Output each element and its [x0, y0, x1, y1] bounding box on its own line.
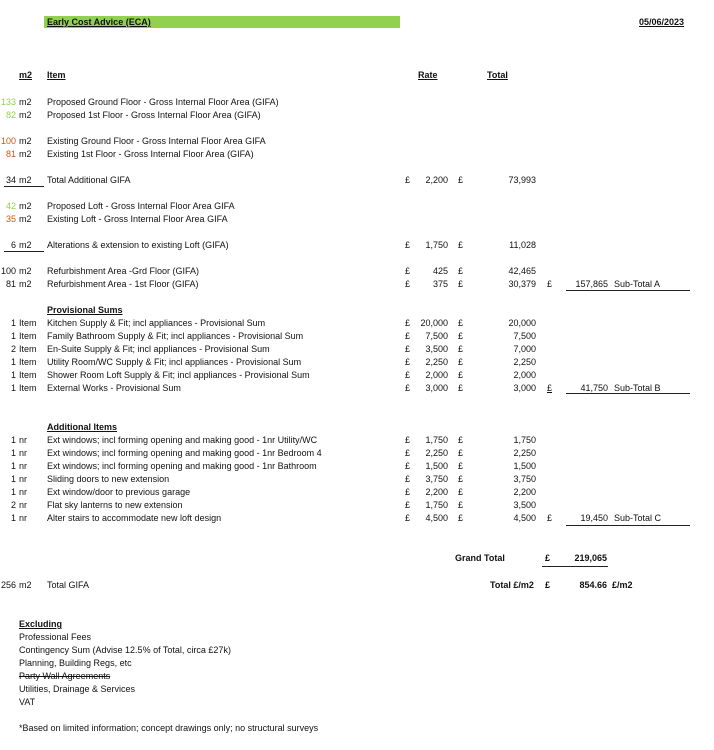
- row-item: Kitchen Supply & Fit; incl appliances - Provisional Sum: [47, 318, 266, 328]
- excluding-item: Contingency Sum (Advise 12.5% of Total, circa £27k): [19, 645, 231, 655]
- gifa-qty-rule: [4, 186, 44, 187]
- row-total-currency: £: [458, 435, 464, 445]
- row-total-currency: £: [458, 344, 464, 354]
- row-item: Utility Room/WC Supply & Fit; incl appliances - Provisional Sum: [47, 357, 302, 367]
- document-title: Early Cost Advice (ECA): [47, 17, 151, 27]
- row-total-currency: £: [458, 448, 464, 458]
- row-unit: Item: [19, 357, 37, 367]
- document-date: 05/06/2023: [639, 17, 685, 27]
- row-item: Family Bathroom Supply & Fit; incl appliances - Provisional Sum: [47, 331, 304, 341]
- row-unit: nr: [19, 500, 28, 510]
- total-gifa-qty: 256: [0, 580, 16, 590]
- row-unit: m2: [19, 97, 32, 107]
- row-rate: 2,250: [425, 448, 448, 458]
- row-qty: 81: [5, 149, 16, 159]
- row-qty: 1: [10, 331, 16, 341]
- row-rate: 2,200: [425, 487, 448, 497]
- row-total-currency: £: [458, 318, 464, 328]
- loft-qty-rule: [4, 251, 44, 252]
- excluding-heading: Excluding: [19, 619, 63, 629]
- row-qty: 2: [10, 500, 16, 510]
- row-item: Shower Room Loft Supply & Fit; incl appliances - Provisional Sum: [47, 370, 310, 380]
- row-total: 1,500: [513, 461, 536, 471]
- row-item: Total Additional GIFA: [47, 175, 131, 185]
- subtotal-c-currency: £: [547, 513, 553, 523]
- row-qty: 133: [0, 97, 16, 107]
- row-unit: m2: [19, 266, 32, 276]
- row-item: Alter stairs to accommodate new loft design: [47, 513, 222, 523]
- row-unit: m2: [19, 240, 32, 250]
- grand-total-currency: £: [545, 553, 551, 563]
- row-unit: m2: [19, 175, 32, 185]
- row-total: 4,500: [513, 513, 536, 523]
- row-item: Proposed Loft - Gross Internal Floor Area GIFA: [47, 201, 235, 211]
- row-rate-currency: £: [405, 474, 411, 484]
- row-qty: 1: [10, 318, 16, 328]
- row-total: 1,750: [513, 435, 536, 445]
- row-rate-currency: £: [405, 318, 411, 328]
- row-unit: Item: [19, 331, 37, 341]
- row-total-currency: £: [458, 513, 464, 523]
- row-unit: nr: [19, 474, 28, 484]
- row-total-currency: £: [458, 487, 464, 497]
- grand-total-value: 219,065: [574, 553, 607, 563]
- row-unit: Item: [19, 344, 37, 354]
- row-total: 2,250: [513, 448, 536, 458]
- row-total-currency: £: [458, 500, 464, 510]
- row-rate-currency: £: [405, 500, 411, 510]
- row-unit: m2: [19, 110, 32, 120]
- row-unit: nr: [19, 435, 28, 445]
- row-total: 7,000: [513, 344, 536, 354]
- grand-total-label: Grand Total: [455, 553, 505, 563]
- row-rate: 3,000: [425, 383, 448, 393]
- subtotal-a-currency: £: [547, 279, 553, 289]
- row-item: Alterations & extension to existing Loft (GIFA): [47, 240, 229, 250]
- row-rate: 7,500: [425, 331, 448, 341]
- additional-heading: Additional Items: [47, 422, 118, 432]
- row-total: 11,028: [509, 240, 536, 250]
- row-item: Refurbishment Area -Grd Floor (GIFA): [47, 266, 200, 276]
- row-rate-currency: £: [405, 487, 411, 497]
- row-rate: 4,500: [425, 513, 448, 523]
- total-per-m2-currency: £: [545, 580, 551, 590]
- row-item: Ext windows; incl forming opening and making good - 1nr Utility/WC: [47, 435, 318, 445]
- row-item: Ext windows; incl forming opening and making good - 1nr Bedroom 4: [47, 448, 322, 458]
- row-total-currency: £: [458, 370, 464, 380]
- row-qty: 6: [10, 240, 16, 250]
- provisional-heading: Provisional Sums: [47, 305, 123, 315]
- row-total: 3,000: [513, 383, 536, 393]
- row-unit: m2: [19, 149, 32, 159]
- row-total: 30,379: [508, 279, 536, 289]
- row-qty: 100: [0, 136, 16, 146]
- row-total-currency: £: [458, 383, 464, 393]
- subtotal-a-label: Sub-Total A: [614, 279, 661, 289]
- row-total: 3,750: [513, 474, 536, 484]
- row-qty: 1: [10, 461, 16, 471]
- column-header-m2: m2: [19, 70, 33, 80]
- column-header-item: Item: [47, 70, 66, 80]
- row-rate: 2,200: [425, 175, 448, 185]
- total-per-m2-value: 854.66: [579, 580, 607, 590]
- row-rate-currency: £: [405, 279, 411, 289]
- row-rate: 1,750: [425, 240, 448, 250]
- row-total-currency: £: [458, 175, 464, 185]
- row-total-currency: £: [458, 240, 464, 250]
- row-item: En-Suite Supply & Fit; incl appliances - Provisional Sum: [47, 344, 270, 354]
- row-qty: 1: [10, 383, 16, 393]
- row-total-currency: £: [458, 474, 464, 484]
- row-rate: 1,750: [425, 500, 448, 510]
- row-total: 3,500: [513, 500, 536, 510]
- row-total-currency: £: [458, 279, 464, 289]
- subtotal-b-label: Sub-Total B: [614, 383, 661, 393]
- row-total: 2,000: [513, 370, 536, 380]
- subtotal-b-rule: [566, 393, 690, 394]
- row-unit: Item: [19, 383, 37, 393]
- row-unit: m2: [19, 201, 32, 211]
- row-total: 42,465: [508, 266, 536, 276]
- row-qty: 100: [0, 266, 16, 276]
- row-item: Ext windows; incl forming opening and making good - 1nr Bathroom: [47, 461, 317, 471]
- subtotal-a-rule: [566, 290, 690, 291]
- row-qty: 1: [10, 357, 16, 367]
- excluding-item: Planning, Building Regs, etc: [19, 658, 132, 668]
- subtotal-b-value: 41,750: [580, 383, 608, 393]
- excluding-item: Party Wall Agreements: [19, 671, 111, 681]
- total-gifa-unit: m2: [19, 580, 32, 590]
- row-unit: Item: [19, 318, 37, 328]
- row-qty: 1: [10, 474, 16, 484]
- subtotal-a-value: 157,865: [575, 279, 608, 289]
- row-rate-currency: £: [405, 357, 411, 367]
- row-rate: 1,500: [425, 461, 448, 471]
- row-rate: 3,500: [425, 344, 448, 354]
- row-rate-currency: £: [405, 461, 411, 471]
- row-qty: 1: [10, 435, 16, 445]
- row-total: 20,000: [508, 318, 536, 328]
- row-qty: 1: [10, 370, 16, 380]
- row-total: 7,500: [513, 331, 536, 341]
- row-rate-currency: £: [405, 448, 411, 458]
- row-total-currency: £: [458, 461, 464, 471]
- total-per-m2-label: Total £/m2: [490, 580, 534, 590]
- excluding-item: Utilities, Drainage & Services: [19, 684, 136, 694]
- row-qty: 1: [10, 487, 16, 497]
- total-per-m2-unit: £/m2: [612, 580, 633, 590]
- row-rate: 1,750: [425, 435, 448, 445]
- row-unit: m2: [19, 136, 32, 146]
- row-qty: 82: [5, 110, 16, 120]
- row-total: 2,250: [513, 357, 536, 367]
- row-unit: m2: [19, 279, 32, 289]
- excluding-item: Professional Fees: [19, 632, 92, 642]
- row-item: Existing Loft - Gross Internal Floor Area GIFA: [47, 214, 228, 224]
- row-qty: 35: [5, 214, 16, 224]
- row-item: Proposed Ground Floor - Gross Internal Floor Area (GIFA): [47, 97, 279, 107]
- footnote: *Based on limited information; concept drawings only; no structural surveys: [19, 723, 319, 733]
- row-rate-currency: £: [405, 383, 411, 393]
- row-rate-currency: £: [405, 513, 411, 523]
- row-unit: m2: [19, 214, 32, 224]
- row-rate: 2,250: [425, 357, 448, 367]
- subtotal-b-currency: £: [547, 383, 553, 393]
- row-item: Proposed 1st Floor - Gross Internal Floor Area (GIFA): [47, 110, 261, 120]
- row-total-currency: £: [458, 331, 464, 341]
- row-item: Ext window/door to previous garage: [47, 487, 191, 497]
- row-rate: 20,000: [420, 318, 448, 328]
- row-rate: 3,750: [425, 474, 448, 484]
- row-rate-currency: £: [405, 331, 411, 341]
- excluding-item: VAT: [19, 697, 36, 707]
- row-rate-currency: £: [405, 175, 411, 185]
- row-qty: 2: [10, 344, 16, 354]
- grand-total-rule: [542, 566, 608, 567]
- row-rate: 2,000: [425, 370, 448, 380]
- row-total: 73,993: [508, 175, 536, 185]
- row-item: Sliding doors to new extension: [47, 474, 170, 484]
- row-unit: nr: [19, 487, 28, 497]
- row-item: Flat sky lanterns to new extension: [47, 500, 183, 510]
- row-qty: 34: [5, 175, 16, 185]
- row-rate: 375: [432, 279, 448, 289]
- row-rate-currency: £: [405, 435, 411, 445]
- row-qty: 81: [5, 279, 16, 289]
- row-rate: 425: [432, 266, 448, 276]
- row-total-currency: £: [458, 357, 464, 367]
- subtotal-c-value: 19,450: [580, 513, 608, 523]
- row-total-currency: £: [458, 266, 464, 276]
- row-qty: 42: [5, 201, 16, 211]
- subtotal-c-label: Sub-Total C: [614, 513, 662, 523]
- row-qty: 1: [10, 513, 16, 523]
- row-unit: nr: [19, 448, 28, 458]
- row-rate-currency: £: [405, 266, 411, 276]
- row-rate-currency: £: [405, 344, 411, 354]
- column-header-total: Total: [487, 70, 508, 80]
- row-total: 2,200: [513, 487, 536, 497]
- row-item: External Works - Provisional Sum: [47, 383, 181, 393]
- subtotal-c-rule: [566, 525, 690, 526]
- row-item: Refurbishment Area - 1st Floor (GIFA): [47, 279, 199, 289]
- row-unit: nr: [19, 461, 28, 471]
- total-gifa-label: Total GIFA: [47, 580, 90, 590]
- row-rate-currency: £: [405, 370, 411, 380]
- row-rate-currency: £: [405, 240, 411, 250]
- row-unit: Item: [19, 370, 37, 380]
- column-header-rate: Rate: [418, 70, 438, 80]
- row-qty: 1: [10, 448, 16, 458]
- row-item: Existing Ground Floor - Gross Internal Floor Area GIFA: [47, 136, 266, 146]
- row-unit: nr: [19, 513, 28, 523]
- row-item: Existing 1st Floor - Gross Internal Floor Area (GIFA): [47, 149, 254, 159]
